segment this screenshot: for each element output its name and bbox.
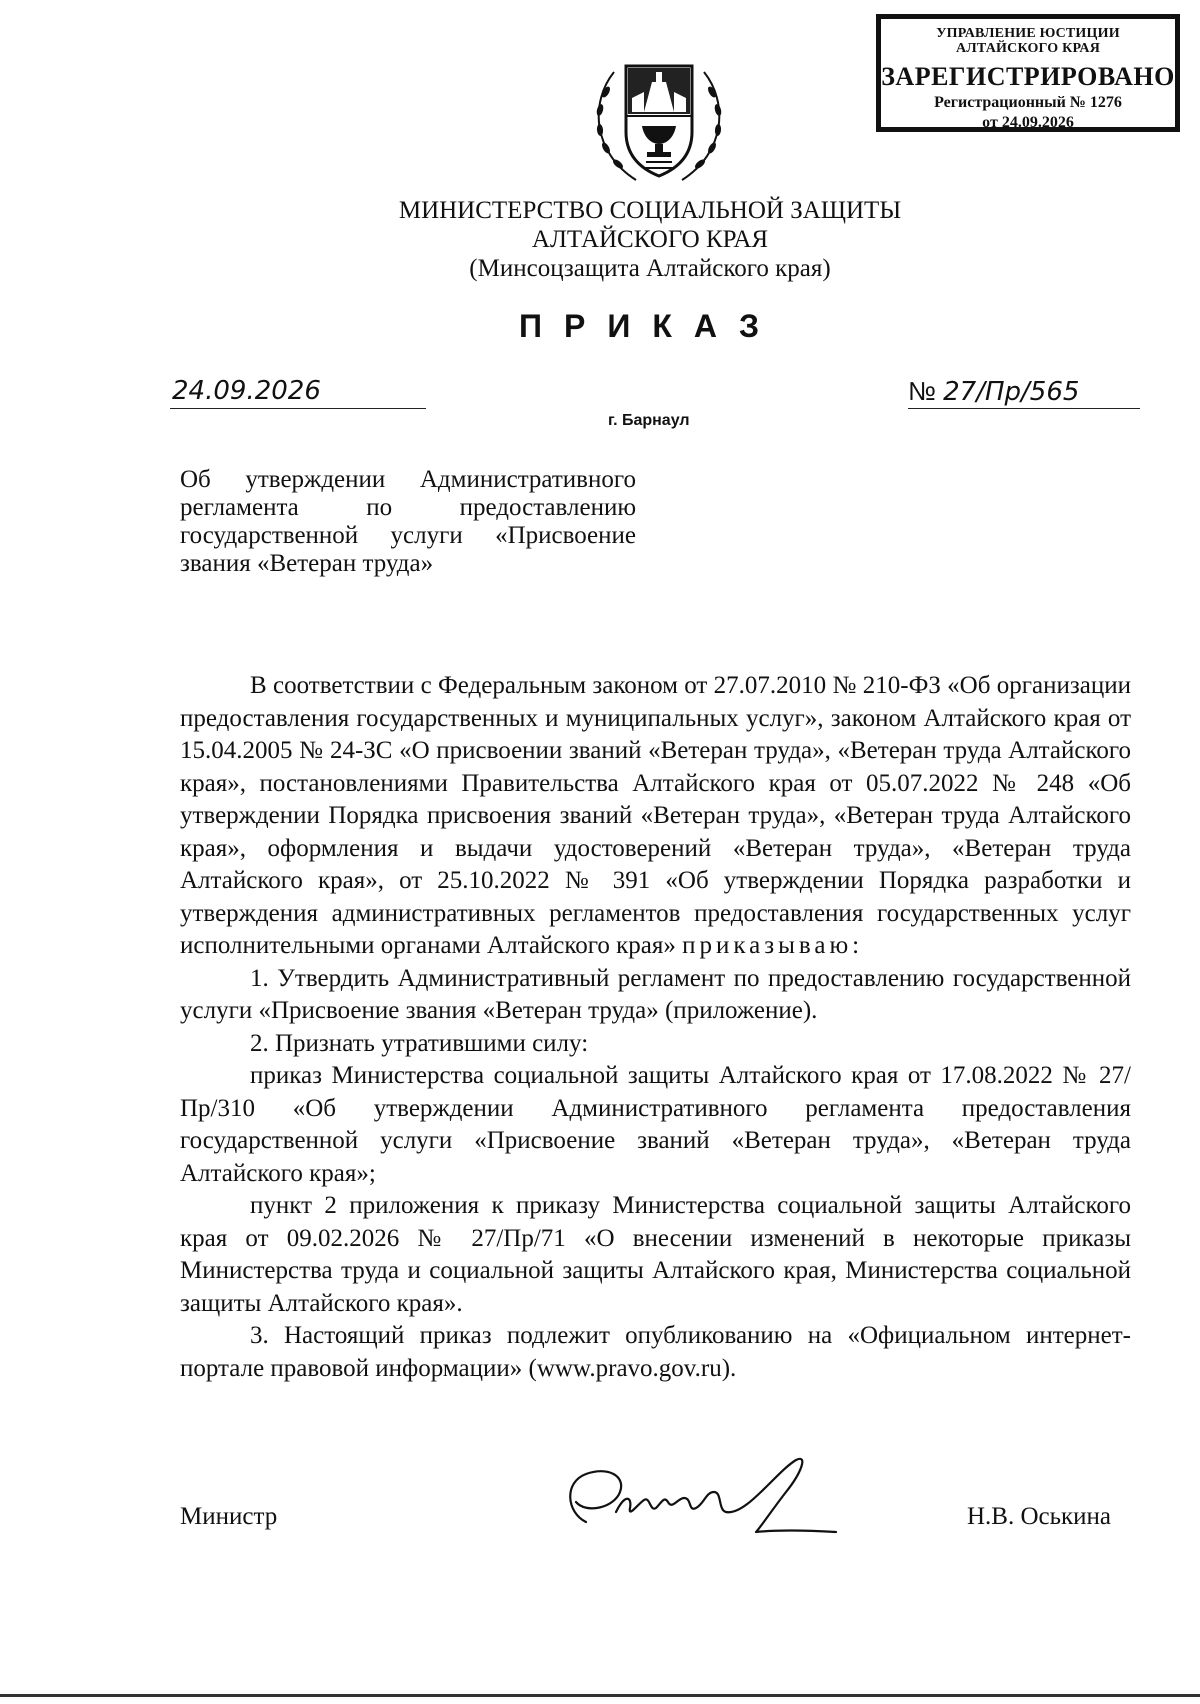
city-name: г. Барнаул [608, 412, 690, 429]
order-item-2b: пункт 2 приложения к приказу Министерства социальной защиты Алтайского края от 09.02.2026 № 27/Пр/71 «О внесении изменений в некоторые приказы Министерства труда и социальной защиты Алтайского края, Министерства социальной защиты Алтайского края». [180, 1192, 1131, 1317]
order-date: 24.09.2026 [170, 376, 426, 409]
signatory-role: Министр [180, 1503, 278, 1530]
page-bottom-border [0, 1694, 1200, 1697]
order-number-block [908, 376, 1140, 409]
order-number: 27/Пр/565 [943, 377, 1080, 407]
stamp-reg-number: Регистрационный № 1276 [934, 94, 1122, 111]
ministry-name-line2: АЛТАЙСКОГО КРАЯ [531, 226, 769, 253]
order-subject: Об утверждении Административного регламента по предоставлению государственной услуги «Присвоение звания «Ветеран труда» [180, 466, 636, 577]
order-body [180, 670, 1131, 1385]
order-word: приказываю: [682, 932, 864, 959]
coat-of-arms-icon [584, 52, 734, 192]
order-number-prefix: № [908, 376, 936, 406]
registration-stamp [876, 14, 1180, 132]
ministry-short-name: (Минсоцзащита Алтайского края) [469, 255, 831, 282]
handwritten-signature-icon [546, 1452, 846, 1552]
stamp-reg-date: от 24.09.2026 [982, 114, 1074, 131]
order-item-3: 3. Настоящий приказ подлежит опубликованию на «Официальном интернет-портале правовой информации» (www.pravo.gov.ru). [180, 1322, 1131, 1382]
document-type-title: ПРИКАЗ [518, 308, 782, 344]
ministry-header [300, 196, 1000, 283]
order-item-2a: приказ Министерства социальной защиты Алтайского края от 17.08.2022 № 27/Пр/310 «Об утверждении Административного регламента предоставления государственной услуги «Присвоение званий «Ветеран труда», «Ветеран труда Алтайского края»; [180, 1062, 1131, 1187]
stamp-status: ЗАРЕГИСТРИРОВАНО [881, 62, 1175, 91]
preamble-paragraph [180, 670, 1131, 963]
order-item-2: 2. Признать утратившими силу: [250, 1029, 589, 1057]
preamble-text: В соответствии с Федеральным законом от 27.07.2010 № 210-ФЗ «Об организации предоставления государственных и муниципальных услуг», законом Алтайского края от 15.04.2005 № 24-ЗС «О присвоении званий «Ветеран труда», «Ветеран труда Алтайского края», постановлениями Правительства Алтайского края от 05.07.2022 № 248 «Об утверждении Порядка присвоения званий «Ветеран труда», «Ветеран труда Алтайского края», оформления и выдачи удостоверений «Ветеран труда», «Ветеран труда Алтайского края», от 25.10.2022 № 391 «Об утверждении Порядка разработки и утверждения административных регламентов предоставления государственных услуг исполнительными органами Алтайского края» [180, 672, 1131, 959]
signatory-name: Н.В. Оськина [967, 1503, 1112, 1530]
stamp-org-line1: УПРАВЛЕНИЕ ЮСТИЦИИ [936, 26, 1120, 41]
stamp-org-line2: АЛТАЙСКОГО КРАЯ [955, 41, 1101, 56]
order-item-1: 1. Утвердить Административный регламент по предоставлению государственной услуги «Присвоение звания «Ветеран труда» (приложение). [180, 964, 1131, 1024]
ministry-name-line1: МИНИСТЕРСТВО СОЦИАЛЬНОЙ ЗАЩИТЫ [398, 197, 902, 224]
